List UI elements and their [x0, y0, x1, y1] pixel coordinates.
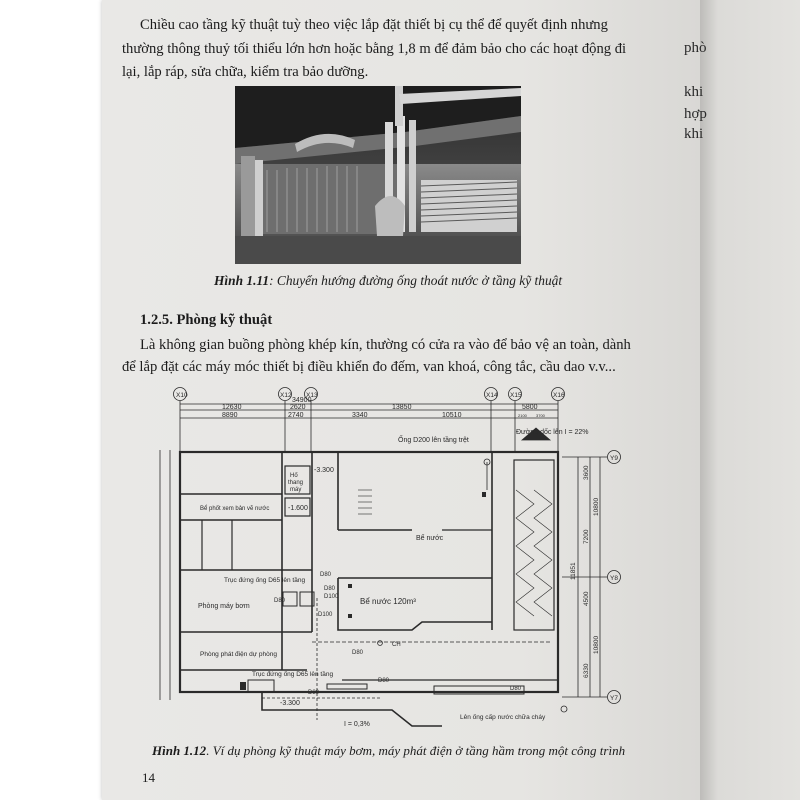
label-d80-4: D80	[352, 650, 364, 656]
label-d100-2: D100	[318, 612, 333, 618]
adjacent-page-text-3: hợp	[684, 106, 707, 122]
figure-1-12-label: Hình 1.12	[152, 743, 207, 758]
dim-12630: 12630	[222, 404, 242, 411]
label-d80-1: D80	[320, 572, 332, 578]
figure-1-12-caption	[152, 743, 625, 759]
dim-11851: 11851	[570, 562, 577, 580]
dim-2100: 2100	[518, 413, 527, 418]
label-pipe-d200: Ống D200 lên tầng trệt	[398, 437, 469, 444]
dim-10800-a: 10800	[593, 497, 600, 516]
figure-1-11-label: Hình 1.11	[214, 273, 270, 288]
page-number: 14	[142, 770, 155, 785]
paragraph-1-line-1: Chiều cao tầng kỹ thuật tuỳ theo việc lắp đặt thiết bị cụ thể để quyết định nhưng	[140, 17, 608, 33]
dim-10510: 10510	[442, 412, 462, 419]
grid-x13: X13	[306, 392, 318, 399]
adjacent-page	[700, 0, 800, 800]
label-d80-3: D80	[324, 586, 336, 592]
paragraph-1-line-3: lại, lắp ráp, sửa chữa, kiểm tra bảo dưỡng.	[122, 64, 369, 80]
label-d80-7: D80	[308, 690, 320, 696]
adjacent-page-text-1: phò	[684, 40, 707, 56]
paragraph-2-line-2: để lắp đặt các máy móc thiết bị điều khiển đo đếm, van khoá, công tắc, cầu dao v.v...	[122, 359, 616, 375]
figure-1-11-photo	[235, 86, 521, 264]
label-d80-5: D80	[378, 678, 390, 684]
label-d80-2: D80	[274, 598, 286, 604]
label-lift-pit-1: Hố	[290, 473, 298, 479]
label-ch: CH	[392, 642, 401, 648]
label-slope: I = 0,3%	[344, 721, 370, 728]
dim-4500: 4500	[583, 591, 590, 606]
section-heading: 1.2.5. Phòng kỹ thuật	[140, 312, 273, 328]
label-septic: Bể phốt xem bản vẽ nước	[200, 506, 270, 512]
adjacent-page-text-4: khi	[684, 126, 704, 142]
label-d65-up-1: Trục đứng ống D65 lên tầng	[224, 577, 306, 584]
label-level-c: -3.300	[280, 700, 300, 707]
dim-5800: 5800	[522, 404, 538, 411]
dim-7200: 7200	[583, 529, 590, 544]
label-lift-pit-3: máy	[290, 487, 302, 493]
figure-1-11-caption	[214, 273, 562, 289]
grid-x15: X15	[510, 392, 522, 399]
label-water-tank-120: Bể nước 120m³	[360, 597, 416, 606]
dim-8890: 8890	[222, 412, 238, 419]
grid-x14: X14	[486, 392, 498, 399]
label-lift-pit-2: thang	[288, 480, 304, 486]
grid-x12: X12	[280, 392, 292, 399]
dim-13850: 13850	[392, 404, 412, 411]
label-level-a: -3.300	[314, 467, 334, 474]
label-d80-6: D80	[510, 686, 522, 692]
grid-x16: X16	[553, 392, 565, 399]
dim-10800-b: 10800	[593, 635, 600, 654]
dim-2740: 2740	[288, 412, 304, 419]
label-generator-room: Phòng phát điện dự phòng	[200, 651, 278, 658]
label-d65-up-2: Trục đứng ống D65 lên tầng	[252, 671, 334, 678]
figure-1-12-text: . Ví dụ phòng kỹ thuật máy bơm, máy phát điện ở tầng hầm trong một công trình	[206, 743, 626, 758]
figure-1-11-text: : Chuyển hướng đường ống thoát nước ở tầng kỹ thuật	[269, 273, 563, 288]
dim-2620: 2620	[290, 404, 306, 411]
floor-plan-drawing	[142, 380, 642, 740]
grid-x10: X10	[176, 392, 188, 399]
dim-3600: 3600	[583, 465, 590, 480]
label-d100-1: D100	[324, 594, 339, 600]
label-fire-supply: Lên ống cấp nước chữa cháy	[460, 714, 546, 721]
label-pump-room: Phòng máy bơm	[198, 603, 250, 610]
label-ramp: Đường dốc lên I = 22%	[516, 429, 589, 436]
dim-3340: 3340	[352, 412, 368, 419]
dim-total: 34900	[292, 397, 312, 404]
dim-3700: 3700	[536, 413, 545, 418]
grid-y7: Y7	[610, 695, 618, 702]
pipe-photo-illustration	[235, 86, 521, 264]
label-water-tank: Bể nước	[416, 535, 444, 542]
dim-6330: 6330	[583, 663, 590, 678]
background-left	[0, 0, 102, 800]
adjacent-page-text-2: khi	[684, 84, 704, 100]
paragraph-2-line-1: Là không gian buồng phòng khép kín, thường có cửa ra vào để bảo vệ an toàn, dành	[140, 337, 631, 353]
grid-y9: Y9	[610, 455, 618, 462]
paragraph-1-line-2: thường thông thuỷ tối thiểu lớn hơn hoặc bằng 1,8 m để đảm bảo cho các hoạt động đi	[122, 41, 627, 57]
grid-y8: Y8	[610, 575, 618, 582]
label-level-b: -1.600	[288, 505, 308, 512]
floor-plan	[142, 380, 642, 740]
